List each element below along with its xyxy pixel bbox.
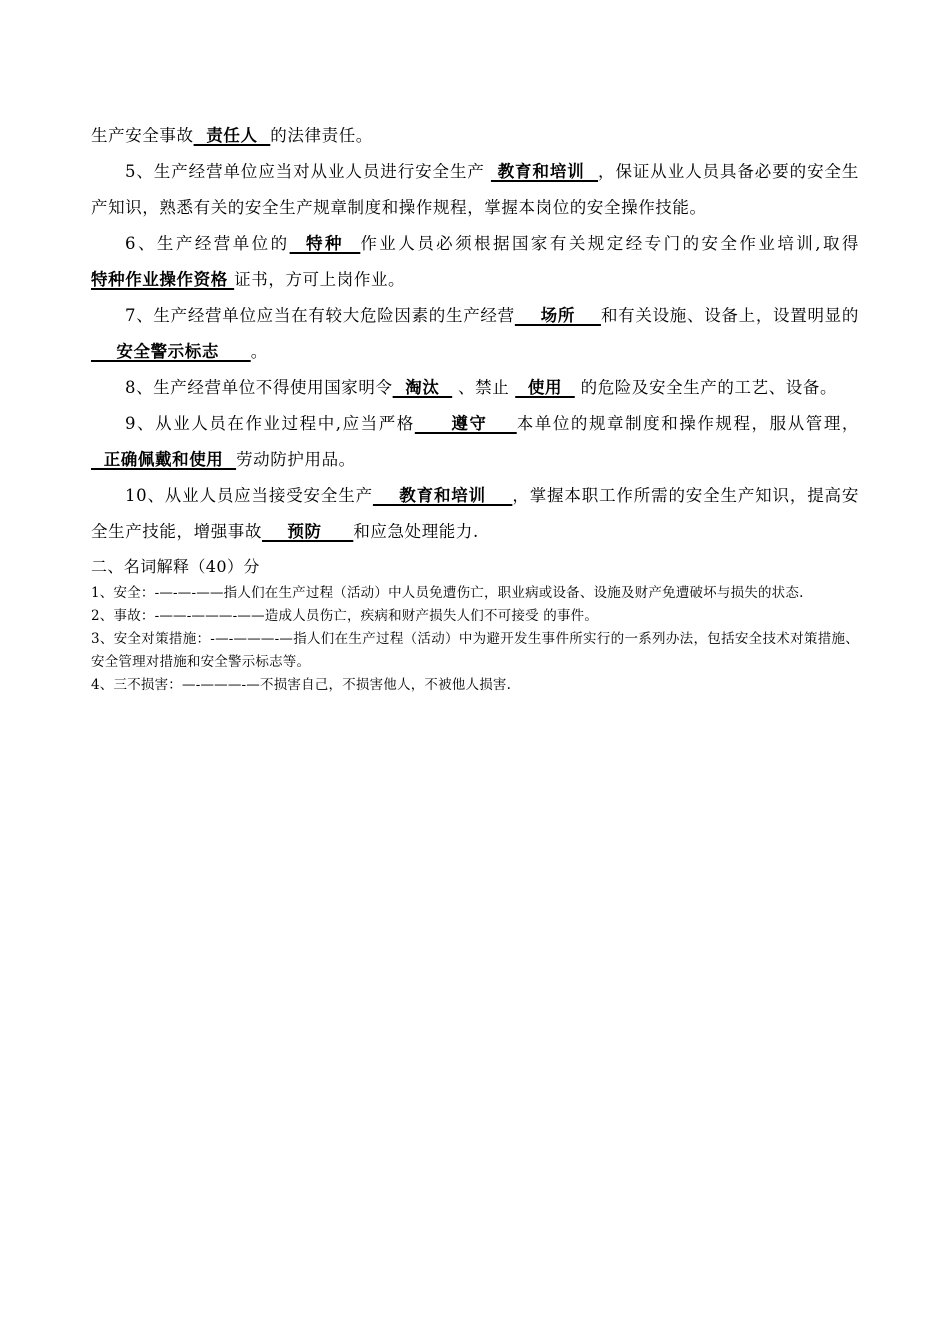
answer-blank: 安全警示标志 (91, 342, 251, 361)
text: 生产安全事故 (91, 126, 194, 145)
question-9 (91, 406, 859, 478)
section-2-heading: 二、名词解释（40）分 (91, 557, 260, 576)
definition-item: 3、安全对策措施：-—-———-—指人们在生产过程（活动）中为避开发生事件所实行的一系列办法，包括安全技术对策措施、安全管理对措施和安全警示标志等。 (91, 631, 859, 670)
answer-blank: 教育和培训 (490, 162, 599, 181)
definition-item: 1、安全：-—-—-——指人们在生产过程（活动）中人员免遭伤亡，职业病或设备、设施及财产免遭破坏与损失的状态. (91, 585, 804, 601)
answer-blank: 淘汰 (392, 378, 453, 397)
question-8 (91, 370, 859, 406)
text: ，掌握本职工作所需的安全生产知识，提高安全生产技能，增强事故 (91, 486, 859, 541)
answer-blank: 特种作业操作资格 (91, 270, 235, 289)
text: 、禁止 (452, 378, 516, 397)
text: ，保证从业人员具备必要的安全生产知识，熟悉有关的安全生产规章制度和操作规程，掌握本岗位的安全操作技能。 (91, 162, 860, 217)
text: 10、从业人员应当接受安全生产 (125, 486, 373, 505)
answer-blank: 场所 (514, 306, 601, 325)
text: 作业人员必须根据国家有关规定经专门的安全作业培训,取得 (360, 234, 860, 253)
question-6 (91, 226, 859, 298)
text: 和应急处理能力. (353, 522, 479, 541)
question-7 (91, 298, 859, 370)
text: 。 (250, 342, 268, 361)
question-4-tail (91, 118, 859, 154)
answer-blank: 遵守 (414, 414, 517, 433)
text: 5、生产经营单位应当对从业人员进行安全生产 (125, 162, 491, 181)
text: 7、生产经营单位应当在有较大危险因素的生产经营 (125, 306, 515, 325)
text: 劳动防护用品。 (236, 450, 356, 469)
definition-item: 4、三不损害：—-———-—不损害自己，不损害他人，不被他人损害. (91, 677, 512, 693)
document-page (91, 118, 859, 697)
text: 本单位的规章制度和操作规程，服从管理， (516, 414, 859, 433)
answer-blank: 特种 (289, 234, 361, 253)
text: 证书，方可上岗作业。 (234, 270, 406, 289)
answer-blank: 正确佩戴和使用 (91, 450, 237, 469)
question-5 (91, 154, 859, 226)
answer-blank: 责任人 (193, 126, 271, 145)
text: 6、生产经营单位的 (125, 234, 290, 253)
answer-blank: 使用 (515, 378, 575, 397)
text: 的危险及安全生产的工艺、设备。 (574, 378, 838, 397)
text: 9、从业人员在作业过程中,应当严格 (125, 414, 415, 433)
definition-item: 2、事故：-——-———-——造成人员伤亡，疾病和财产损失人们不可接受 的事件。 (91, 608, 599, 624)
question-10 (91, 478, 859, 550)
text: 和有关设施、设备上，设置明显的 (600, 306, 859, 325)
text: 的法律责任。 (270, 126, 373, 145)
answer-blank: 预防 (262, 522, 354, 541)
text: 8、生产经营单位不得使用国家明令 (125, 378, 393, 397)
answer-blank: 教育和培训 (372, 486, 513, 505)
